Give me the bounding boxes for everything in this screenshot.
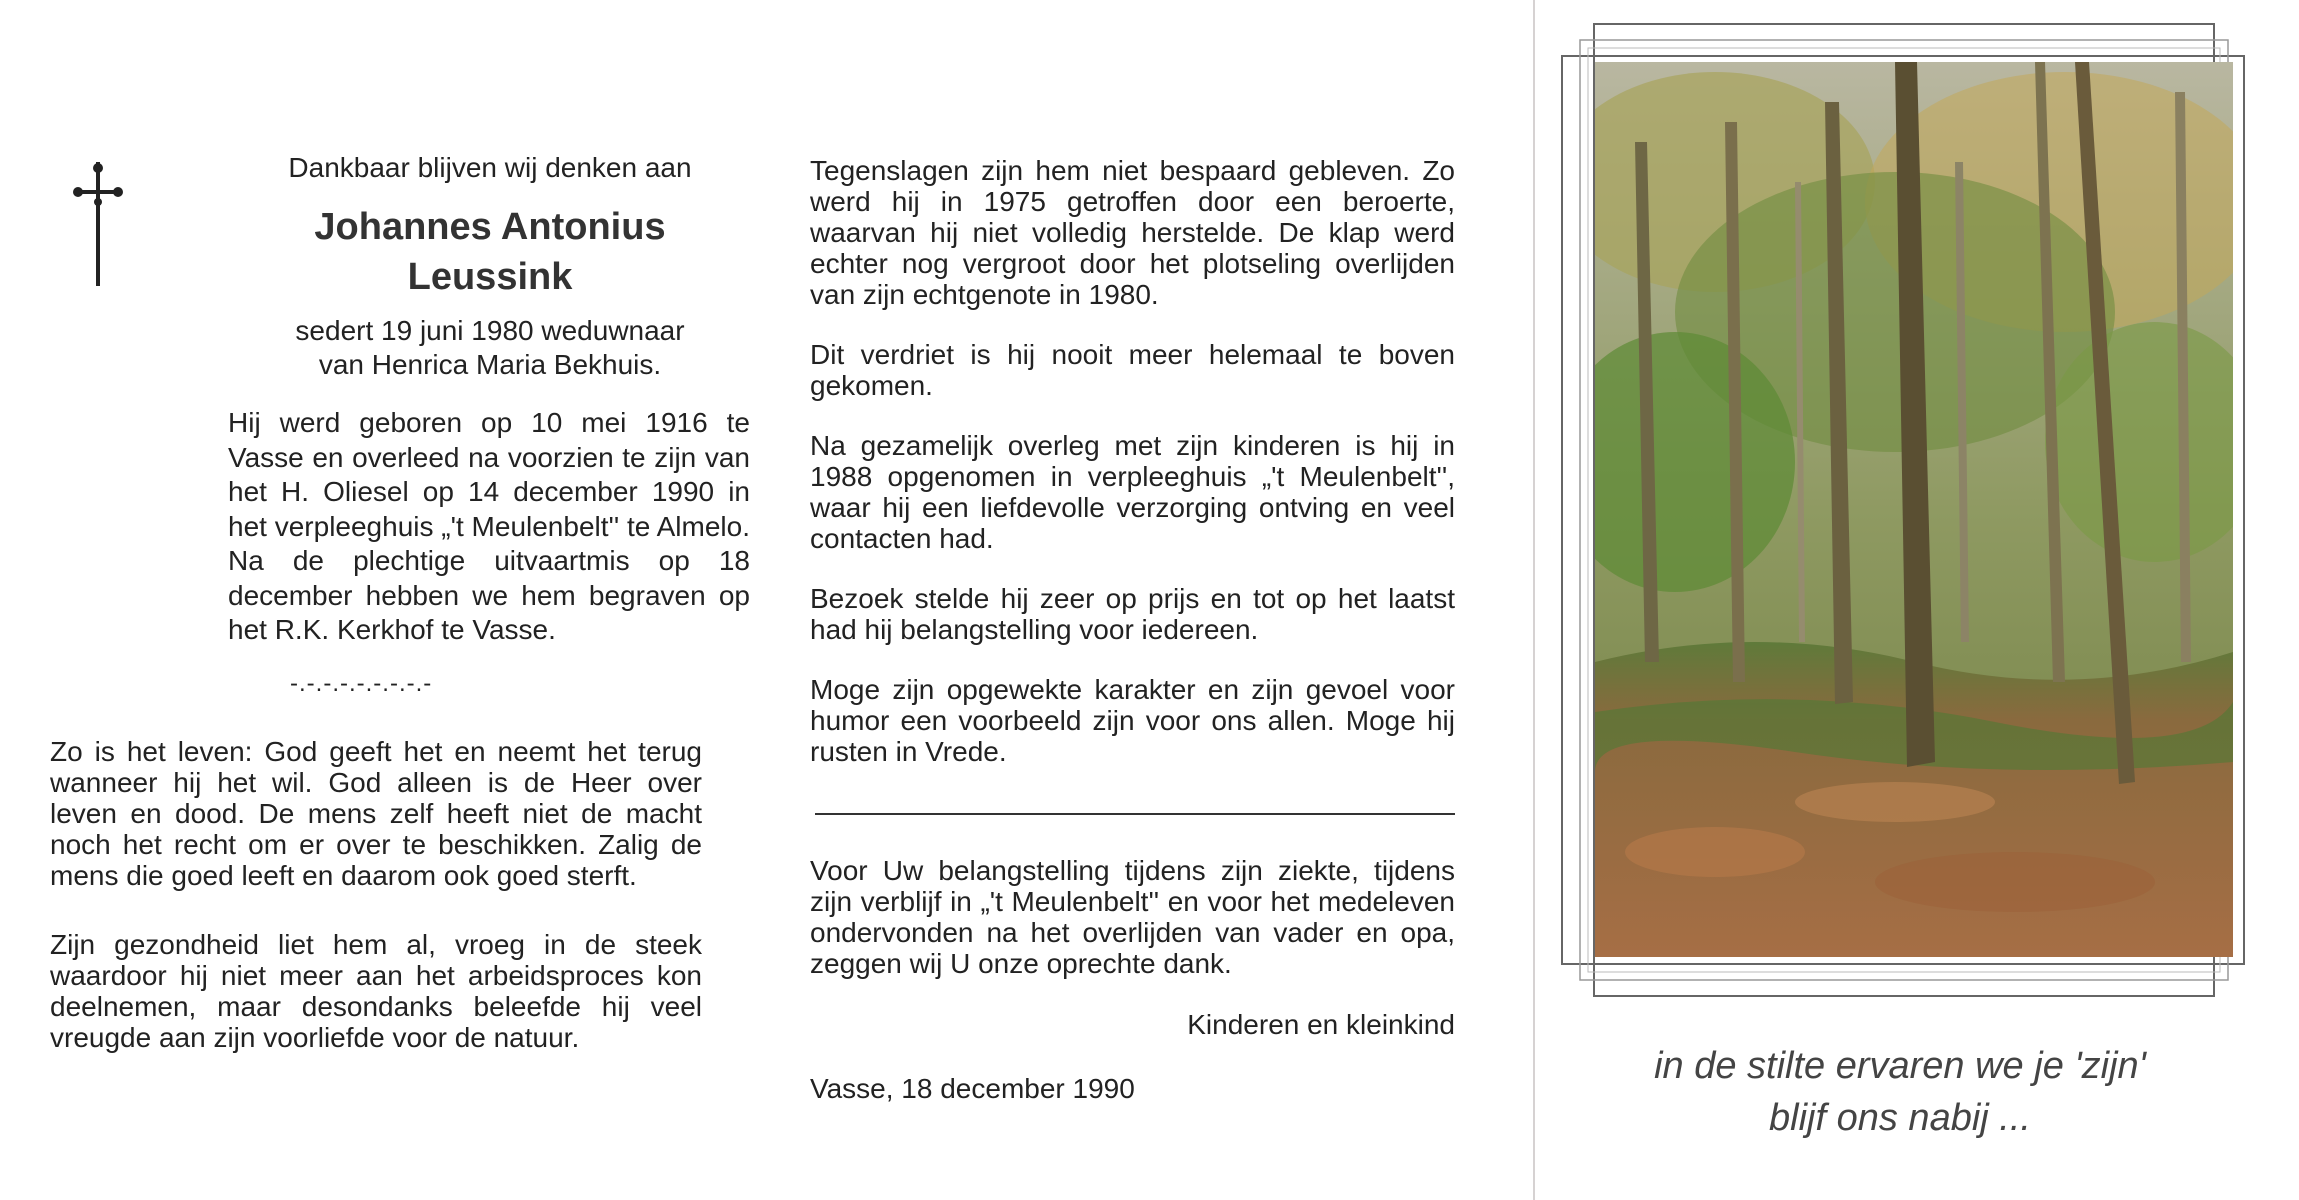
signature: Kinderen en kleinkind [1187, 1009, 1455, 1040]
left-paragraph-2: Zijn gezondheid liet hem al, vroeg in de steek waardoor hij niet meer aan het arbeidsproces kon deelnemen, maar desondanks beleefde hij veel vreugde aan zijn voorliefde voor de natuur. [50, 928, 702, 1053]
left-paragraph-1: Zo is het leven: God geeft het en neemt het terug wanneer hij het wil. God alleen is de Heer over leven en dood. De mens zelf heeft niet de macht noch het recht om er over te beschikken. Zalig de mens die goed leeft en daarom ook goed sterft. [50, 735, 702, 891]
thanks-paragraph: Voor Uw belangstelling tijdens zijn ziekte, tijdens zijn verblijf in „'t Meulenbelt'' en voor het medeleven ondervonden na het overlijden van vader en opa, zeggen wij U onze oprechte dank. [810, 855, 1455, 979]
middle-paragraph-2: Dit verdriet is hij nooit meer helemaal te boven gekomen. [810, 339, 1455, 401]
middle-paragraph-1: Tegenslagen zijn hem niet bespaard gebleven. Zo werd hij in 1975 getroffen door een beroerte, waarvan hij niet volledig herstelde. De klap werd echter nog vergroot door het plotseling overlijden van zijn echtgenote in 1980. [810, 155, 1455, 310]
middle-column [810, 155, 1455, 1106]
middle-paragraph-5: Moge zijn opgewekte karakter en zijn gevoel voor humor een voorbeeld zijn voor ons allen. Moge hij rusten in Vrede. [810, 674, 1455, 767]
horizontal-rule [815, 813, 1455, 815]
caption [1560, 1040, 2240, 1144]
left-column [50, 150, 750, 1053]
biography: Hij werd geboren op 10 mei 1916 te Vasse en overleed na voorzien te zijn van het H. Oliesel op 14 december 1990 in het verpleeghuis „'t Meulenbelt'' te Almelo. Na de plechtige uitvaartmis op 18 december hebben we hem begraven op het R.K. Kerkhof te Vasse. [228, 407, 750, 645]
separator: -.-.-.-.-.-.-.-.- [290, 669, 433, 697]
name-last: Leussink [407, 256, 573, 298]
widower-line-1: sedert 19 juni 1980 weduwnaar [295, 315, 685, 346]
name-first: Johannes Antonius [314, 206, 666, 248]
middle-paragraph-4: Bezoek stelde hij zeer op prijs en tot op het laatst had hij belangstelling voor iedereen. [810, 583, 1455, 645]
fold-divider [1533, 0, 1535, 1200]
middle-paragraph-3: Na gezamelijk overleg met zijn kinderen is hij in 1988 opgenomen in verpleeghuis „'t Meulenbelt'', waar hij een liefdevolle verzorging ontving en veel contacten had. [810, 430, 1455, 554]
deceased-name [220, 202, 760, 382]
caption-line-1: in de stilte ervaren we je 'zijn' [1654, 1045, 2146, 1087]
forest-photo [1595, 62, 2233, 957]
widower-line-2: van Henrica Maria Bekhuis. [318, 349, 662, 380]
place-date: Vasse, 18 december 1990 [810, 1073, 1135, 1104]
intro-text: Dankbaar blijven wij denken aan [288, 152, 692, 183]
caption-line-2: blijf ons nabij ... [1769, 1097, 2031, 1139]
